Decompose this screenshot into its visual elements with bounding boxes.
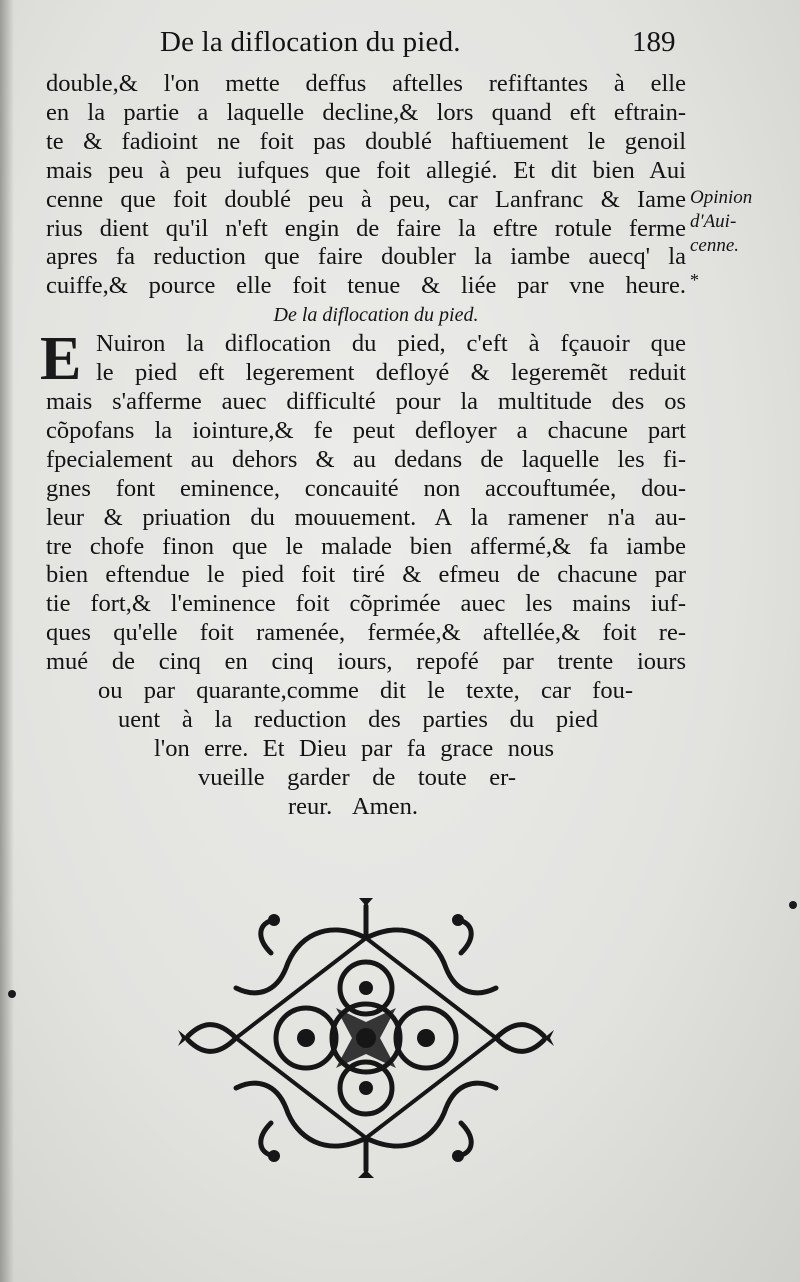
text-line: en la partie a laquelle decline,& lors quand eft eftrain-: [46, 98, 686, 126]
text-line: te & fadioint ne foit pas doublé haftiuement le genoil: [46, 127, 686, 155]
text-line: rius dient qu'il n'eft engin de faire la eftre rotule ferme: [46, 214, 686, 242]
text-line: double,& l'on mette deffus aftelles refiftantes à elle: [46, 70, 686, 97]
text-line: mais peu à peu iufques que foit allegié. Et dit bien Aui: [46, 156, 686, 184]
text-line: apres fa reduction que faire doubler la iambe auecq' la: [46, 243, 686, 271]
closing-line: uent à la reduction des parties du pied: [118, 705, 598, 733]
text-line: cenne que foit doublé peu à peu, car Lanfranc & Iame: [46, 185, 686, 213]
section-heading: De la diflocation du pied.: [273, 304, 479, 327]
text-line: fpecialement au dehors & au dedans de laquelle les fi-: [46, 445, 686, 473]
text-line: ques qu'elle foit ramenée, fermée,& aftellée,& foit re-: [46, 619, 686, 647]
text-line: mais s'afferme auec difficulté pour la multitude des os: [46, 387, 686, 415]
drop-cap-initial: E: [40, 325, 82, 394]
closing-line: vueille garder de toute er-: [198, 763, 516, 791]
text-line: le pied eft legerement defloyé & legeremẽt reduit: [96, 359, 686, 387]
text-line: Nuiron la diflocation du pied, c'eft à fçauoir que: [96, 330, 686, 358]
marginal-note-line: cenne.: [690, 235, 740, 256]
page-number: 189: [632, 26, 676, 58]
text-line: gnes font eminence, concauité non accouftumée, dou-: [46, 474, 686, 502]
closing-line: reur. Amen.: [288, 792, 418, 820]
marginal-asterisk: *: [690, 270, 699, 290]
text-line: cuiffe,& pource elle foit tenue & liée par vne heure.: [46, 272, 686, 300]
closing-line: ou par quarante,comme dit le texte, car fou-: [98, 677, 633, 705]
text-line: leur & priuation du mouuement. A la ramener n'a au-: [46, 503, 686, 531]
text-line: tre chofe finon que le malade bien affermé,& fa iambe: [46, 532, 686, 560]
marginal-note-line: Opinion: [690, 187, 753, 208]
text-line: tie fort,& l'eminence foit cõprimée auec les mains iuf-: [46, 590, 686, 618]
text-line: cõpofans la iointure,& fe peut defloyer a chacune part: [46, 416, 686, 444]
text-line: mué de cinq en cinq iours, repofé par trente iours: [46, 648, 686, 676]
running-title: De la diflocation du pied.: [160, 26, 461, 58]
marginal-note-line: d'Aui-: [690, 211, 737, 232]
closing-line: l'on erre. Et Dieu par fa grace nous: [154, 734, 554, 762]
text-line: bien eftendue le pied foit tiré & efmeu de chacune par: [46, 561, 686, 589]
